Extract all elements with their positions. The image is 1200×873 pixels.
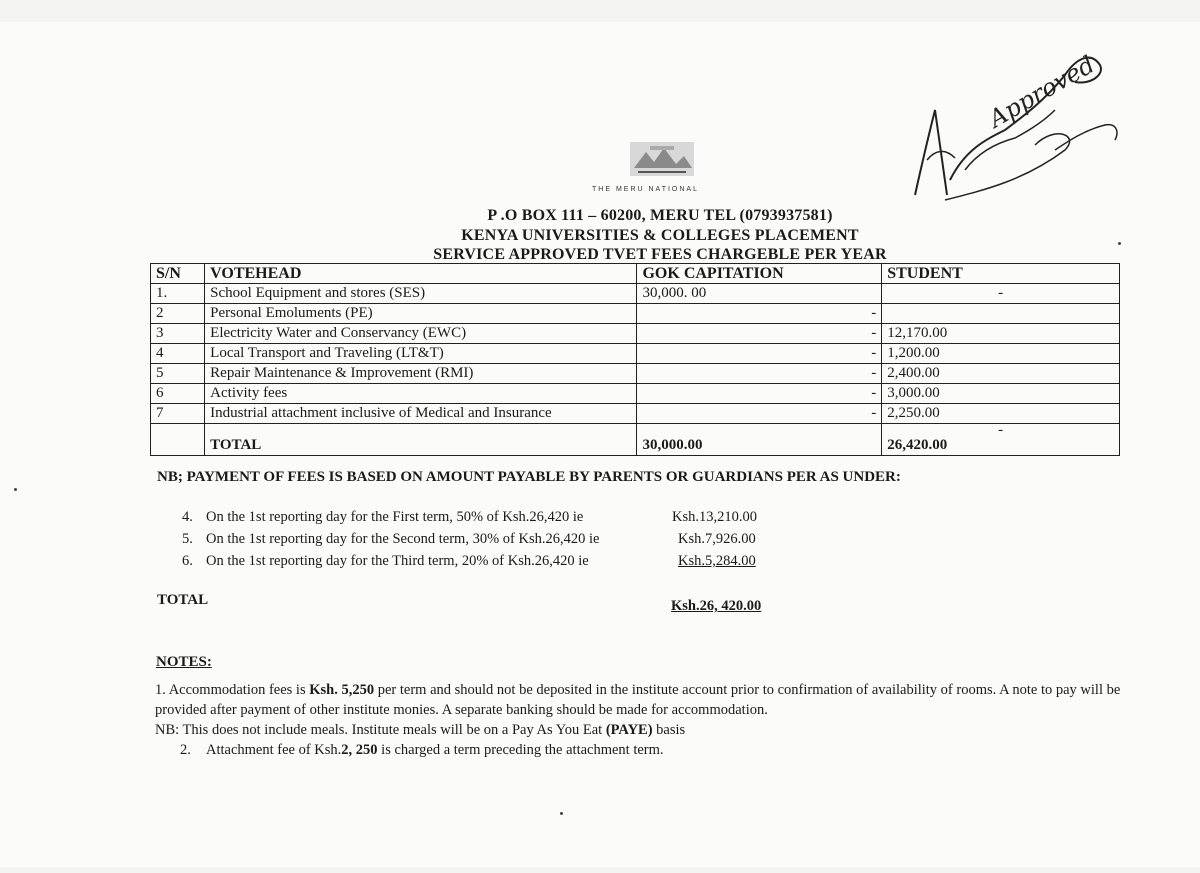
cell-student: 12,170.00: [882, 324, 1120, 344]
cell-gok: -: [637, 384, 882, 404]
note1-text: 1. Accommodation fees is: [155, 682, 310, 698]
cell-sn: 4: [151, 344, 205, 364]
payment-schedule: [182, 509, 757, 575]
payment-amount: Ksh.5,284.00: [678, 553, 756, 569]
note-meals: [155, 722, 685, 739]
list-item: [182, 531, 756, 553]
cell-gok: -: [637, 324, 882, 344]
cell-votehead: Industrial attachment inclusive of Medical and Insurance: [205, 404, 637, 424]
cell-gok: 30,000. 00: [637, 284, 882, 304]
note2-text-rest: is charged a term preceding the attachment term.: [377, 742, 664, 758]
cell-gok: -: [637, 364, 882, 384]
signature-text: Approved: [984, 50, 1100, 134]
scan-speck: [14, 488, 17, 491]
note2-amount: 2, 250: [341, 742, 378, 758]
note-meals-paye: (PAYE): [605, 722, 653, 738]
cell-sn: 1.: [151, 284, 205, 304]
total-student-value: 26,420.00: [887, 437, 948, 453]
table-total-row: [151, 424, 1120, 456]
note-attachment: [180, 742, 664, 759]
cell-sn: 6: [151, 384, 205, 404]
list-item: [182, 509, 757, 531]
note2-number: 2.: [180, 742, 191, 758]
cell-votehead: Activity fees: [205, 384, 637, 404]
cell-student: 2,400.00: [882, 364, 1120, 384]
payment-number: 6.: [182, 553, 193, 569]
cell-gok: -: [637, 344, 882, 364]
table-row: [151, 364, 1120, 384]
fees-table: [150, 263, 1120, 456]
header-line-2: KENYA UNIVERSITIES & COLLEGES PLACEMENT: [461, 227, 859, 244]
note1-text-rest: per term and should not be deposited in the institute account prior to confirmation of availability of rooms. A note to pay will be provided after payment of other institute monies. A separate banking should be made for accommodation.: [155, 682, 1121, 718]
table-row: [151, 404, 1120, 424]
list-item: [182, 553, 756, 575]
header-gok-capitation: GOK CAPITATION: [637, 264, 882, 284]
total-label: TOTAL: [205, 424, 637, 456]
cell-student-dash: -: [998, 422, 1004, 438]
notes-heading: NOTES:: [156, 654, 212, 670]
header-line-3: SERVICE APPROVED TVET FEES CHARGEBLE PER YEAR: [433, 246, 887, 263]
scan-speck: [560, 812, 563, 815]
cell-votehead: Personal Emoluments (PE): [205, 304, 637, 324]
cell-student: -: [882, 284, 1120, 304]
institute-name: THE MERU NATIONAL: [592, 186, 699, 193]
grand-total-amount: Ksh.26, 420.00: [671, 598, 762, 614]
header-votehead: VOTEHEAD: [205, 264, 637, 284]
payment-text: On the 1st reporting day for the First term, 50% of Ksh.26,420 ie: [206, 509, 584, 525]
header-student: STUDENT: [882, 264, 1120, 284]
institute-logo: [630, 142, 694, 176]
payment-text: On the 1st reporting day for the Third term, 20% of Ksh.26,420 ie: [206, 553, 589, 569]
table-header-row: [151, 264, 1120, 284]
payment-amount: Ksh.7,926.00: [678, 531, 756, 547]
payment-number: 5.: [182, 531, 193, 547]
grand-total-label: TOTAL: [157, 592, 209, 608]
cell-sn: 7: [151, 404, 205, 424]
table-row: [151, 384, 1120, 404]
cell-student: 2,250.00: [882, 404, 1120, 424]
cell-gok: -: [637, 304, 882, 324]
total-student: [882, 424, 1120, 456]
header-sn: S/N: [151, 264, 205, 284]
cell-sn: 5: [151, 364, 205, 384]
table-row: [151, 324, 1120, 344]
cell-votehead: Electricity Water and Conservancy (EWC): [205, 324, 637, 344]
cell-student: [882, 304, 1120, 324]
cell-student: 1,200.00: [882, 344, 1120, 364]
note-meals-basis: basis: [652, 722, 686, 738]
note-meals-text: NB: This does not include meals. Institute meals will be on a Pay As You Eat: [155, 722, 606, 738]
note2-text: Attachment fee of Ksh.: [206, 742, 342, 758]
table-row: [151, 344, 1120, 364]
note-accommodation: [155, 680, 1145, 720]
cell-sn: 2: [151, 304, 205, 324]
payment-amount: Ksh.13,210.00: [672, 509, 757, 525]
total-gok: 30,000.00: [637, 424, 882, 456]
note1-amount: Ksh. 5,250: [309, 682, 375, 698]
payment-text: On the 1st reporting day for the Second term, 30% of Ksh.26,420 ie: [206, 531, 600, 547]
table-row: [151, 304, 1120, 324]
header-line-1: P .O BOX 111 – 60200, MERU TEL (0793937581): [487, 207, 833, 224]
approved-signature: [905, 30, 1135, 230]
cell-votehead: School Equipment and stores (SES): [205, 284, 637, 304]
payment-nb-heading: NB; PAYMENT OF FEES IS BASED ON AMOUNT PAYABLE BY PARENTS OR GUARDIANS PER AS UNDER:: [157, 469, 901, 485]
cell-sn: [151, 424, 205, 456]
cell-votehead: Local Transport and Traveling (LT&T): [205, 344, 637, 364]
cell-gok: -: [637, 404, 882, 424]
scan-speck: [1118, 242, 1121, 245]
cell-votehead: Repair Maintenance & Improvement (RMI): [205, 364, 637, 384]
table-row: [151, 284, 1120, 304]
cell-sn: 3: [151, 324, 205, 344]
payment-number: 4.: [182, 509, 193, 525]
cell-student: 3,000.00: [882, 384, 1120, 404]
